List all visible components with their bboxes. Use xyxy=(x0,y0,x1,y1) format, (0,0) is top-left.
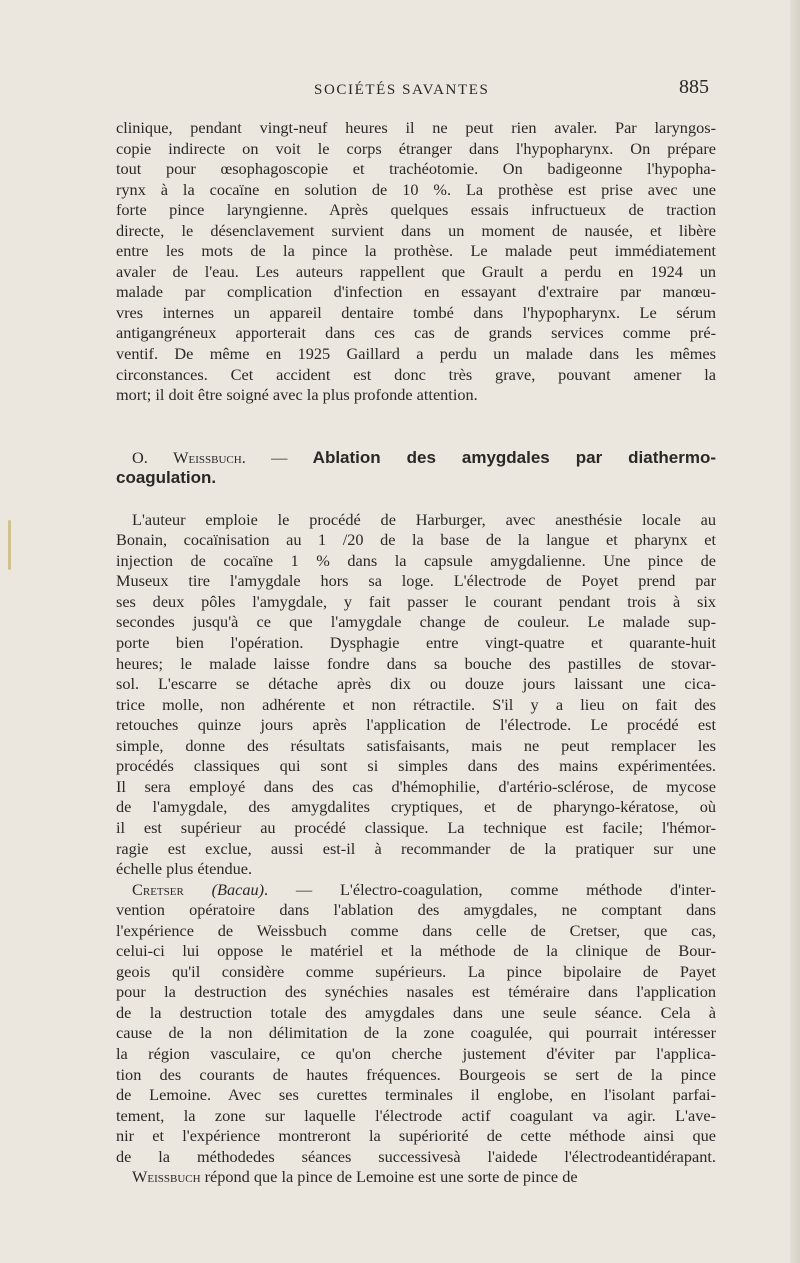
text-line: clinique, pendant vingt-neuf heures il ne peut rien avaler. Par laryngos- xyxy=(116,118,716,137)
heading-title: Ablation des amygdales par diathermo- xyxy=(312,447,716,467)
text-line: injection de cocaïne 1 % dans la capsule amygdalienne. Une pince de xyxy=(116,550,716,570)
text-line: tion des courants de hautes fréquences. Bourgeois se sert de la pince xyxy=(116,1064,716,1084)
text-line: il est supérieur au procédé classique. La technique est facile; l'hémor- xyxy=(116,817,716,837)
text-line: Bonain, cocaïnisation au 1 /20 de la base de la langue et pharynx et xyxy=(116,530,716,550)
text-line: de la destruction totale des amygdales dans une seule séance. Cela à xyxy=(116,1002,716,1022)
text-line: ventif. De même en 1925 Gaillard a perdu un malade dans les mêmes xyxy=(116,344,716,364)
paragraph-case-report xyxy=(116,118,716,406)
heading-author-name: Weissbuch xyxy=(173,447,242,467)
text-line: porte bien l'opération. Dysphagie entre vingt-quatre et quarante-huit xyxy=(116,633,716,653)
text-line: échelle plus étendue. xyxy=(116,859,253,879)
text-line: L'auteur emploie le procédé de Harburger, avec anesthésie locale au xyxy=(132,509,716,529)
text-line: nir et l'expérience montreront la supériorité de cette méthode ainsi que xyxy=(116,1126,716,1146)
text-line: ses deux pôles l'amygdale, y fait passer le courant pendant trois à six xyxy=(116,591,716,611)
paragraph-method xyxy=(116,510,716,880)
cretser-place: (Bacau) xyxy=(183,879,265,899)
text-line: heures; le malade laisse fondre dans sa bouche des pastilles de stovar- xyxy=(116,653,716,673)
text-line: de Lemoine. Avec ses curettes terminales il englobe, en l'isolant parfai- xyxy=(116,1085,716,1105)
section-heading xyxy=(116,448,716,489)
text-line: la région vasculaire, ce qu'on cherche justement d'éviter par l'applica- xyxy=(116,1043,716,1063)
article-body xyxy=(116,118,716,1188)
text-line: trice molle, non adhérente et non rétractile. S'il y a lieu on fait des xyxy=(116,694,716,714)
margin-mark xyxy=(8,520,11,570)
heading-author-initial: O. xyxy=(132,447,174,467)
page-edge xyxy=(790,0,800,1263)
text-line: vres internes un appareil dentaire tombé dans l'hypopharynx. Le sérum xyxy=(116,302,716,322)
text-line: circonstances. Cet accident est donc très grave, pouvant amener la xyxy=(116,364,716,384)
text-line: Il sera employé dans des cas d'hémophilie, d'artério-sclérose, de mycose xyxy=(116,776,716,796)
paragraph-cretser xyxy=(116,880,716,1168)
text-line: avaler de l'eau. Les auteurs rappellent que Grault a perdu en 1924 un xyxy=(116,261,716,281)
text-line: . — L'électro-coagulation, comme méthode d'inter- xyxy=(264,879,716,899)
text-line: rynx à la cocaïne en solution de 10 %. La prothèse est prise avec une xyxy=(116,179,716,199)
text-line: tout pour œsophagoscopie et trachéotomie. On badigeonne l'hypopha- xyxy=(116,159,716,179)
page-header xyxy=(0,76,800,100)
text-line: pour la destruction des synéchies nasales est téméraire dans l'application xyxy=(116,982,716,1002)
text-line: procédés classiques qui sont si simples dans des mains expérimentées. xyxy=(116,756,716,776)
text-line: secondes jusqu'à ce que l'amygdale change de couleur. Le malade sup- xyxy=(116,612,716,632)
heading-title-continued: coagulation. xyxy=(116,468,217,488)
text-line: Museux tire l'amygdale hors sa loge. L'électrode de Poyet prend par xyxy=(116,571,716,591)
cretser-name: Cretser xyxy=(132,879,184,899)
text-line: geois qu'il considère comme supérieurs. La pince bipolaire de Payet xyxy=(116,961,716,981)
text-line: celui-ci lui oppose le matériel et la méthode de la clinique de Bour- xyxy=(116,941,716,961)
text-line: cause de la non délimitation de la zone coagulée, qui pourrait intéresser xyxy=(116,1023,716,1043)
text-line: copie indirecte on voit le corps étranger dans l'hypopharynx. On prépare xyxy=(116,138,716,158)
text-line: l'expérience de Weissbuch comme dans celle de Cretser, que cas, xyxy=(116,920,716,940)
heading-dash: . — xyxy=(241,447,313,467)
text-line: tement, la zone sur laquelle l'électrode actif coagulant va agir. L'ave- xyxy=(116,1105,716,1125)
text-line: mort; il doit être soigné avec la plus profonde attention. xyxy=(116,385,478,405)
text-line: de l'amygdale, des amygdalites cryptiques, et de pharyngo-kératose, où xyxy=(116,797,716,817)
text-line: directe, le désenclavement survient dans un moment de nausée, et libère xyxy=(116,220,716,240)
text-line: simple, donne des résultats satisfaisants, mais ne peut remplacer les xyxy=(116,735,716,755)
text-line: retouches quinze jours après l'application de l'électrode. Le procédé est xyxy=(116,715,716,735)
paragraph-reply xyxy=(116,1167,716,1188)
text-line: entre les mots de la pince la prothèse. Le malade peut immédiatement xyxy=(116,241,716,261)
text-line: malade par complication d'infection en essayant d'extraire par manœu- xyxy=(116,282,716,302)
page-number: 885 xyxy=(679,76,709,98)
text-line: vention opératoire dans l'ablation des amygdales, ne comptant dans xyxy=(116,900,716,920)
text-line: sol. L'escarre se détache après dix ou douze jours laissant une cica- xyxy=(116,674,716,694)
reply-name: Weissbuch xyxy=(132,1167,201,1187)
text-line: antigangréneux apporterait dans ces cas de grands services comme pré- xyxy=(116,323,716,343)
text-line: forte pince laryngienne. Après quelques essais infructueux de traction xyxy=(116,200,716,220)
text-line: ragie est exclue, aussi est-il à recommander de la pratiquer sur une xyxy=(116,838,716,858)
text-line: de la méthodedes séances successivesà l'aidede l'électrodeantidérapant. xyxy=(116,1146,716,1166)
text-line: répond que la pince de Lemoine est une sorte de pince de xyxy=(200,1167,578,1187)
running-head: SOCIÉTÉS SAVANTES xyxy=(314,82,490,98)
